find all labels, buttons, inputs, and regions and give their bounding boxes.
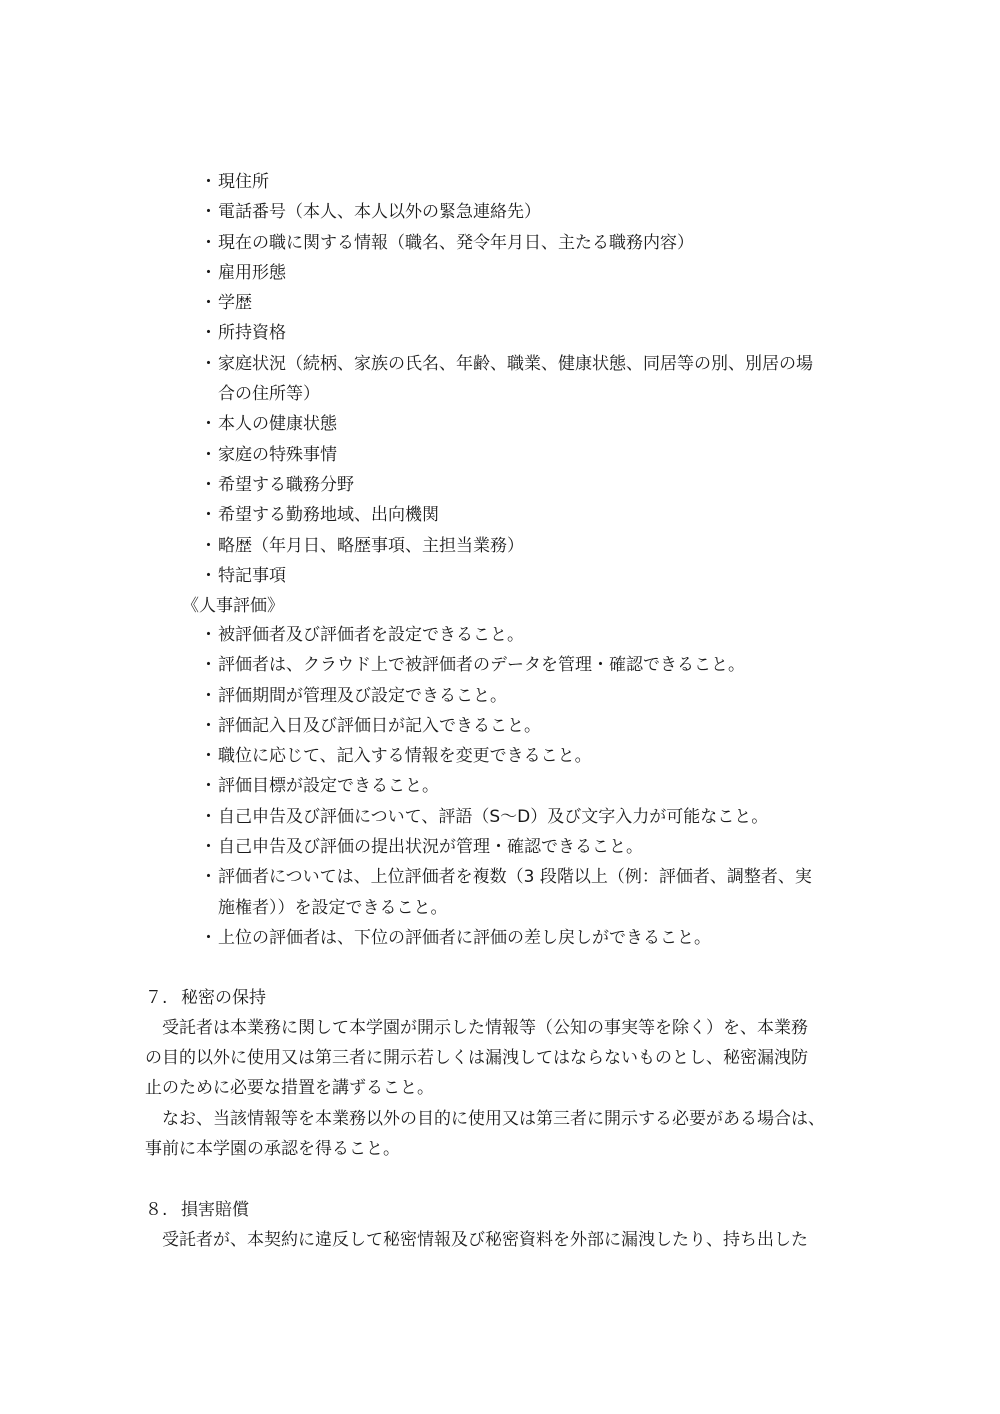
list-item: ・ 希望する職務分野 [200, 470, 880, 500]
evaluation-heading: 《人事評価》 [182, 596, 284, 616]
section-8-title [145, 1195, 249, 1225]
paragraph-line: 止のために必要な措置を講ずること。 [145, 1078, 434, 1098]
list-item: ・ 所持資格 [200, 318, 880, 348]
list-item: ・ 自己申告及び評価について、評語（S～D）及び文字入力が可能なこと。 [200, 802, 880, 832]
list-item: ・ 被評価者及び評価者を設定できること。 [200, 620, 880, 650]
paragraph-line: 受託者は本業務に関して本学園が開示した情報等（公知の事実等を除く）を、本業務 [162, 1018, 808, 1038]
section-title-text: 秘密の保持 [181, 988, 266, 1008]
list-item-line: 施権者））を設定できること。 [218, 897, 448, 918]
list-item: ・ 自己申告及び評価の提出状況が管理・確認できること。 [200, 832, 880, 862]
section-7-paragraph-1 [145, 1013, 870, 1103]
section-8-paragraph-1 [145, 1225, 870, 1255]
paragraph-line: 事前に本学園の承認を得ること。 [145, 1139, 400, 1159]
list-item: ・ 評価者は、クラウド上で被評価者のデータを管理・確認できること。 [200, 650, 880, 680]
list-item: ・ 希望する勤務地域、出向機関 [200, 500, 880, 530]
list-item: ・ 職位に応じて、記入する情報を変更できること。 [200, 741, 880, 771]
list-item: ・ 家庭の特殊事情 [200, 440, 880, 470]
list-item: ・ 現在の職に関する情報（職名、発令年月日、主たる職務内容） [200, 228, 880, 258]
list-item: ・ 評価期間が管理及び設定できること。 [200, 681, 880, 711]
section-7-title [145, 983, 266, 1013]
list-item [200, 862, 880, 923]
section-number: ７. [145, 988, 168, 1008]
section-7-paragraph-2 [145, 1104, 870, 1164]
paragraph-line: の目的以外に使用又は第三者に開示若しくは漏洩してはならないものとし、秘密漏洩防 [145, 1048, 808, 1068]
list-item: ・ 評価記入日及び評価日が記入できること。 [200, 711, 880, 741]
list-item: ・ 特記事項 [200, 561, 880, 591]
list-item: ・ 本人の健康状態 [200, 409, 880, 439]
evaluation-list [200, 620, 880, 953]
section-number: ８. [145, 1200, 168, 1220]
list-item: ・ 電話番号（本人、本人以外の緊急連絡先） [200, 197, 880, 227]
list-item: ・ 評価目標が設定できること。 [200, 771, 880, 801]
list-item: ・ 上位の評価者は、下位の評価者に評価の差し戻しができること。 [200, 923, 880, 953]
list-item-line: 家庭状況（続柄、家族の氏名、年齢、職業、健康状態、同居等の別、別居の場 [218, 353, 813, 374]
list-item: ・ 略歴（年月日、略歴事項、主担当業務） [200, 531, 880, 561]
section-title-text: 損害賠償 [181, 1200, 249, 1220]
list-item: ・ 雇用形態 [200, 258, 880, 288]
list-item-line: 合の住所等） [218, 384, 320, 405]
paragraph-line: なお、当該情報等を本業務以外の目的に使用又は第三者に開示する必要がある場合は、 [162, 1109, 825, 1129]
paragraph-line: 受託者が、本契約に違反して秘密情報及び秘密資料を外部に漏洩したり、持ち出した [162, 1230, 808, 1250]
list-item: ・ 現住所 [200, 167, 880, 197]
list-item-line: 評価者については、上位評価者を複数（3 段階以上（例：評価者、調整者、実 [218, 867, 812, 888]
personnel-info-list [200, 167, 880, 591]
list-item: ・ 学歴 [200, 288, 880, 318]
list-item [200, 349, 880, 410]
